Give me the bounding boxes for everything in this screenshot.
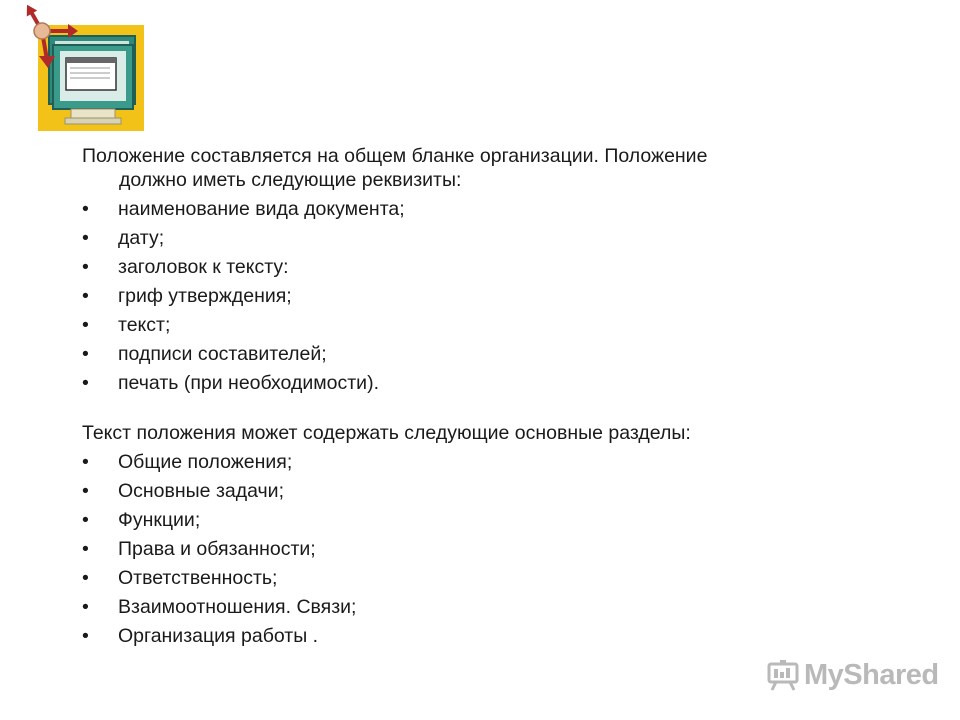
list-item: • дату;	[82, 227, 165, 249]
bullet: •	[82, 372, 89, 394]
bullet: •	[82, 285, 89, 307]
bullet: •	[82, 538, 89, 560]
list-item: • заголовок к тексту:	[82, 256, 289, 278]
bullet: •	[82, 451, 89, 473]
bullet: •	[82, 596, 89, 618]
list-item: • Ответственность;	[82, 567, 278, 589]
bullet: •	[82, 509, 89, 531]
bullet: •	[82, 567, 89, 589]
list-item: • Организация работы .	[82, 625, 319, 647]
list-item: • Права и обязанности;	[82, 538, 316, 560]
list-item: • текст;	[82, 314, 171, 336]
watermark	[766, 657, 939, 693]
list-item: • подписи составителей;	[82, 343, 327, 365]
list-item: • Основные задачи;	[82, 480, 284, 502]
intro-paragraph	[82, 144, 892, 192]
bullet: •	[82, 198, 89, 220]
bullet: •	[82, 256, 89, 278]
bullet: •	[82, 480, 89, 502]
sections-list	[82, 450, 892, 648]
presentation-board-icon	[766, 658, 800, 692]
bullet: •	[82, 343, 89, 365]
sections-intro: Текст положения может содержать следующие основные разделы:	[82, 422, 691, 444]
bullet: •	[82, 625, 89, 647]
list-item: • Функции;	[82, 509, 201, 531]
list-item: • Взаимоотношения. Связи;	[82, 596, 357, 618]
intro-line-2: должно иметь следующие реквизиты:	[119, 169, 462, 191]
list-item: • Общие положения;	[82, 451, 293, 473]
list-item: • гриф утверждения;	[82, 285, 292, 307]
computer-monitor-icon	[22, 2, 147, 134]
intro-line-1: Положение составляется на общем бланке организации. Положение	[82, 145, 708, 167]
requisites-list	[82, 197, 892, 395]
list-item: • наименование вида документа;	[82, 198, 405, 220]
list-item: • печать (при необходимости).	[82, 372, 379, 394]
document-body	[82, 144, 892, 648]
bullet: •	[82, 227, 89, 249]
watermark-text: MyShared	[804, 658, 939, 691]
bullet: •	[82, 314, 89, 336]
